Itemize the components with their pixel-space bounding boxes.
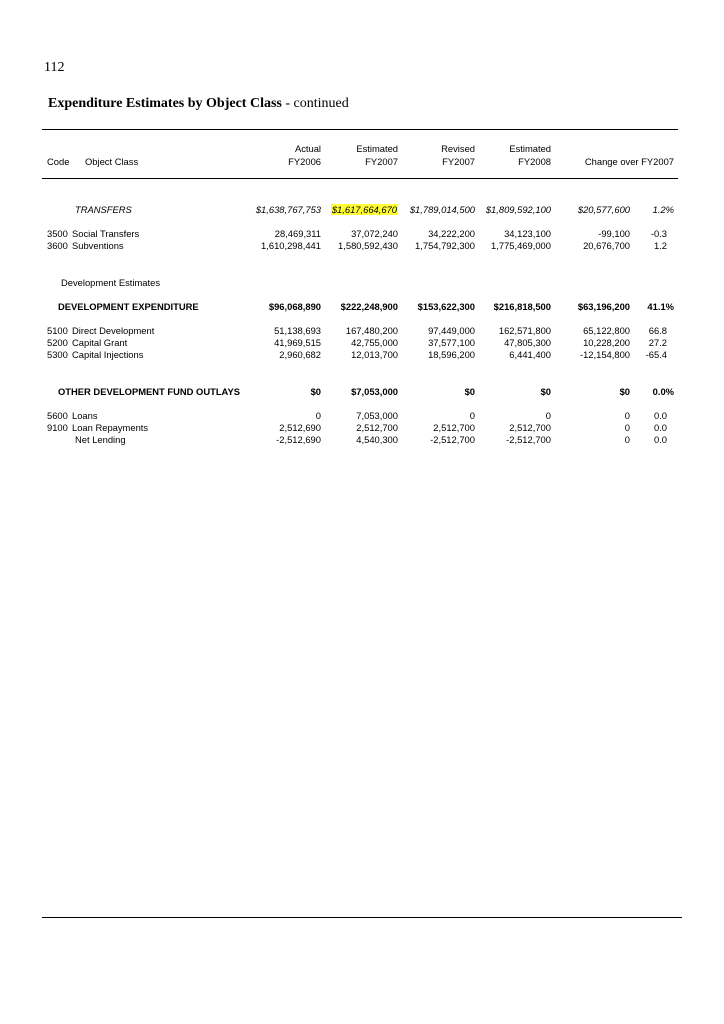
row-est2007: 2,512,700 — [356, 422, 398, 433]
row-name: Loans — [72, 410, 98, 421]
row-actual: -2,512,690 — [276, 434, 321, 445]
row-revised: 1,754,792,300 — [415, 240, 475, 251]
transfers-est2008: $1,809,592,100 — [485, 204, 551, 215]
header-actual-1: Actual — [294, 143, 321, 154]
development-actual: $96,068,890 — [268, 301, 321, 312]
row-est2007: 37,072,240 — [351, 228, 398, 239]
row-change: 20,676,700 — [583, 240, 630, 251]
row-code: 9100 — [47, 422, 68, 433]
row-actual: 2,960,682 — [279, 349, 321, 360]
row-est2007: 167,480,200 — [345, 325, 398, 336]
row-actual: 2,512,690 — [279, 422, 321, 433]
row-change: 0 — [624, 410, 630, 421]
transfers-pct: 1.2% — [652, 204, 674, 215]
row-change: -99,100 — [598, 228, 630, 239]
row-est2008: 162,571,800 — [498, 325, 551, 336]
row-code: 5600 — [47, 410, 68, 421]
row-actual: 28,469,311 — [274, 228, 321, 239]
row-change: -12,154,800 — [579, 349, 630, 360]
other-dev-label: OTHER DEVELOPMENT FUND OUTLAYS — [58, 386, 240, 397]
transfers-label: TRANSFERS — [75, 204, 132, 215]
row-est2008: 0 — [545, 410, 551, 421]
row-name: Loan Repayments — [72, 422, 149, 433]
row-name: Social Transfers — [72, 228, 140, 239]
row-code: 3600 — [47, 240, 68, 251]
row-code: 5300 — [47, 349, 68, 360]
title-main: Expenditure Estimates by Object Class — [48, 96, 282, 111]
page-title — [48, 96, 349, 112]
page-number: 112 — [44, 60, 65, 75]
row-code: 3500 — [47, 228, 68, 239]
row-code: 5200 — [47, 337, 68, 348]
development-revised: $153,622,300 — [417, 301, 475, 312]
top-rule — [42, 129, 678, 130]
other-dev-est2008: $0 — [540, 386, 551, 397]
row-pct: -0.3 — [650, 228, 667, 239]
transfers-revised: $1,789,014,500 — [409, 204, 475, 215]
transfers-est2007 — [331, 204, 398, 215]
row-name: Capital Grant — [72, 337, 128, 348]
row-name: Subventions — [72, 240, 124, 251]
bottom-rule — [42, 917, 682, 918]
row-name: Net Lending — [75, 434, 126, 445]
row-revised: 34,222,200 — [428, 228, 475, 239]
transfers-change: $20,577,600 — [577, 204, 630, 215]
header-revised-1: Revised — [441, 143, 475, 154]
development-est2008: $216,818,500 — [493, 301, 551, 312]
row-name: Capital Injections — [72, 349, 144, 360]
other-dev-revised: $0 — [464, 386, 475, 397]
row-est2008: -2,512,700 — [506, 434, 551, 445]
header-est2008-2: FY2008 — [518, 156, 551, 167]
highlighted-value: $1,617,664,670 — [331, 204, 397, 215]
row-pct: 0.0 — [653, 434, 667, 445]
title-suffix: - continued — [281, 96, 349, 111]
row-code: 5100 — [47, 325, 68, 336]
row-est2008: 2,512,700 — [509, 422, 551, 433]
header-revised-2: FY2007 — [442, 156, 475, 167]
row-pct: 0.0 — [653, 410, 667, 421]
row-est2008: 34,123,100 — [504, 228, 551, 239]
row-revised: 2,512,700 — [433, 422, 475, 433]
row-change: 65,122,800 — [583, 325, 630, 336]
row-pct: 66.8 — [648, 325, 667, 336]
row-est2007: 1,580,592,430 — [338, 240, 398, 251]
header-object-class: Object Class — [85, 156, 139, 167]
header-change: Change over FY2007 — [584, 156, 674, 167]
header-est2008-1: Estimated — [509, 143, 551, 154]
row-revised: 97,449,000 — [428, 325, 475, 336]
other-dev-actual: $0 — [310, 386, 321, 397]
other-dev-change: $0 — [619, 386, 630, 397]
row-actual: 41,969,515 — [274, 337, 321, 348]
row-pct: -65.4 — [645, 349, 667, 360]
header-code: Code — [47, 156, 70, 167]
row-est2007: 42,755,000 — [351, 337, 398, 348]
other-dev-pct: 0.0% — [652, 386, 674, 397]
row-pct: 27.2 — [648, 337, 667, 348]
development-est2007: $222,248,900 — [340, 301, 398, 312]
row-pct: 0.0 — [653, 422, 667, 433]
row-revised: 18,596,200 — [428, 349, 475, 360]
other-dev-est2007: $7,053,000 — [351, 386, 398, 397]
row-revised: -2,512,700 — [430, 434, 475, 445]
row-actual: 0 — [315, 410, 321, 421]
development-label: DEVELOPMENT EXPENDITURE — [58, 301, 199, 312]
row-pct: 1.2 — [653, 240, 667, 251]
row-est2008: 6,441,400 — [509, 349, 551, 360]
row-revised: 0 — [469, 410, 475, 421]
row-est2007: 12,013,700 — [351, 349, 398, 360]
development-estimates-label: Development Estimates — [61, 277, 161, 288]
row-est2007: 4,540,300 — [356, 434, 398, 445]
transfers-actual: $1,638,767,753 — [255, 204, 321, 215]
development-pct: 41.1% — [647, 301, 674, 312]
row-est2008: 1,775,469,000 — [491, 240, 551, 251]
header-actual-2: FY2006 — [288, 156, 321, 167]
row-est2008: 47,805,300 — [504, 337, 551, 348]
row-actual: 51,138,693 — [274, 325, 321, 336]
header-est2007-1: Estimated — [356, 143, 398, 154]
row-actual: 1,610,298,441 — [261, 240, 321, 251]
row-name: Direct Development — [72, 325, 155, 336]
header-rule — [42, 178, 678, 179]
row-change: 10,228,200 — [583, 337, 630, 348]
row-revised: 37,577,100 — [428, 337, 475, 348]
header-est2007-2: FY2007 — [365, 156, 398, 167]
development-change: $63,196,200 — [577, 301, 630, 312]
row-change: 0 — [624, 422, 630, 433]
row-est2007: 7,053,000 — [356, 410, 398, 421]
row-change: 0 — [624, 434, 630, 445]
